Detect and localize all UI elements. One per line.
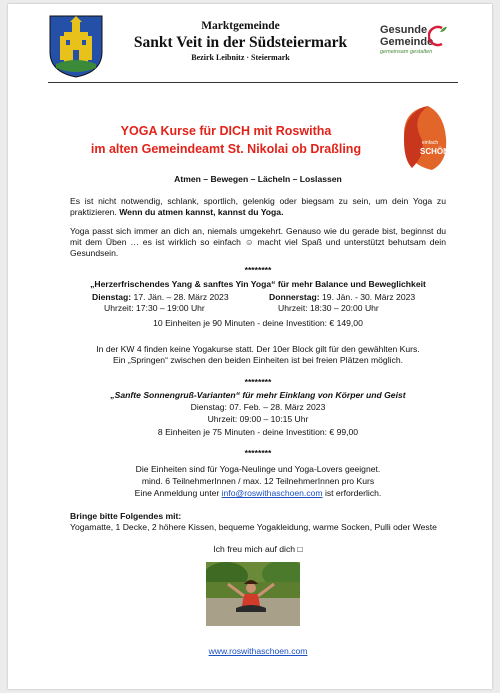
course1-days: [70, 292, 446, 314]
info-line-3: [70, 488, 446, 499]
info-line-1: Die Einheiten sind für Yoga-Neulinge und Yoga-Lovers geeignet.: [135, 464, 381, 474]
gg-leaf-icon: [428, 24, 448, 48]
flyer-page: [8, 4, 492, 689]
header-divider: [48, 82, 458, 83]
yoga-photo-image: [206, 562, 300, 626]
muni-line1: Marktgemeinde: [201, 20, 280, 32]
website-link-row: [70, 646, 446, 657]
course2-units: 8 Einheiten je 75 Minuten - deine Investition: € 99,00: [157, 427, 359, 437]
closing-line: Ich freu mich auf dich □: [213, 544, 303, 554]
gg-line2: Gemeinde: [380, 36, 434, 48]
muni-line3: Bezirk Leibnitz · Steiermark: [191, 53, 290, 62]
muni-line2: Sankt Veit in der Südsteiermark: [133, 34, 348, 51]
bring-list: Yogamatte, 1 Decke, 2 höhere Kissen, bequeme Yogakleidung, warme Socken, Pulli oder Weste: [70, 522, 437, 532]
intro-paragraph-1: [70, 196, 446, 218]
course1-time2: Uhrzeit: 18:30 – 20:00 Uhr: [278, 303, 379, 313]
intro-paragraph-2: Yoga passt sich immer an dich an, niemals umgekehrt. Genauso wie du gerade bist, beginnst du mit dem Üben … es ist wirklich so einfach ☺ macht viel Spaß und unterstützt behutsam dein Gesundsein.: [70, 226, 446, 258]
logo-big-text: SCHÖN: [420, 147, 449, 156]
municipality-name: [118, 20, 363, 63]
website-link[interactable]: www.roswithaschoen.com: [208, 646, 308, 656]
separator-1: ********: [244, 265, 272, 275]
motto: Atmen – Bewegen – Lächeln – Loslassen: [174, 174, 342, 184]
municipal-crest-icon: [48, 14, 104, 78]
course2-time: Uhrzeit: 09:00 – 10:15 Uhr: [207, 414, 309, 424]
course1-day1: [70, 292, 269, 303]
email-link[interactable]: info@roswithaschoen.com: [221, 488, 323, 498]
separator-2: ********: [244, 377, 272, 387]
gg-tagline: gemeinsam gestalten: [380, 49, 433, 55]
title-line2: im alten Gemeindeamt St. Nikolai ob Draßling: [90, 142, 362, 156]
course1-time1: Uhrzeit: 17:30 – 19:00 Uhr: [104, 303, 205, 313]
einfach-schoen-logo-icon: [398, 104, 450, 172]
bring-heading: Bringe bitte Folgendes mit:: [70, 511, 182, 521]
course1-day1-label: Dienstag:: [92, 292, 132, 302]
course1-day2-dates: 19. Jän. - 30. März 2023: [322, 292, 416, 302]
course1-title: „Herzerfrischendes Yang & sanftes Yin Yoga“ für mehr Balance und Beweglichkeit: [90, 279, 426, 289]
gg-line1: Gesunde: [380, 24, 428, 36]
info-line-2: mind. 6 TeilnehmerInnen / max. 12 TeilnehmerInnen pro Kurs: [141, 476, 375, 486]
title-line1: YOGA Kurse für DICH mit Roswitha: [120, 124, 332, 138]
course2-dates: Dienstag: 07. Feb. – 28. März 2023: [190, 402, 326, 412]
course1-day1-dates: 17. Jän. – 28. März 2023: [133, 292, 229, 302]
course1-day2: [269, 292, 446, 303]
gesunde-gemeinde-logo: [380, 24, 480, 56]
logo-small-text: einfach: [422, 140, 439, 146]
intro-text-1: Es ist nicht notwendig, schlank, sportlich, gelenkig oder biegsam zu sein, um dein Yoga zu praktizieren.: [70, 196, 446, 217]
info-registration-post: ist erforderlich.: [324, 488, 382, 498]
intro-bold: Wenn du atmen kannst, kannst du Yoga.: [119, 207, 284, 217]
course1-day2-label: Donnerstag:: [269, 292, 320, 302]
course1-note-1: In der KW 4 finden keine Yogakurse statt. Der 10er Block gilt für den gewählten Kurs.: [96, 344, 420, 354]
flyer-title: [56, 122, 396, 158]
separator-3: ********: [244, 448, 272, 458]
course2-title: „Sanfte Sonnengruß-Varianten“ für mehr Einklang von Körper und Geist: [110, 390, 406, 400]
course1-units: 10 Einheiten je 90 Minuten - deine Investition: € 149,00: [153, 318, 363, 328]
info-registration-pre: Eine Anmeldung unter: [134, 488, 220, 498]
course1-note-2: Ein „Springen“ zwischen den beiden Einheiten ist bei freien Plätzen möglich.: [113, 355, 403, 365]
